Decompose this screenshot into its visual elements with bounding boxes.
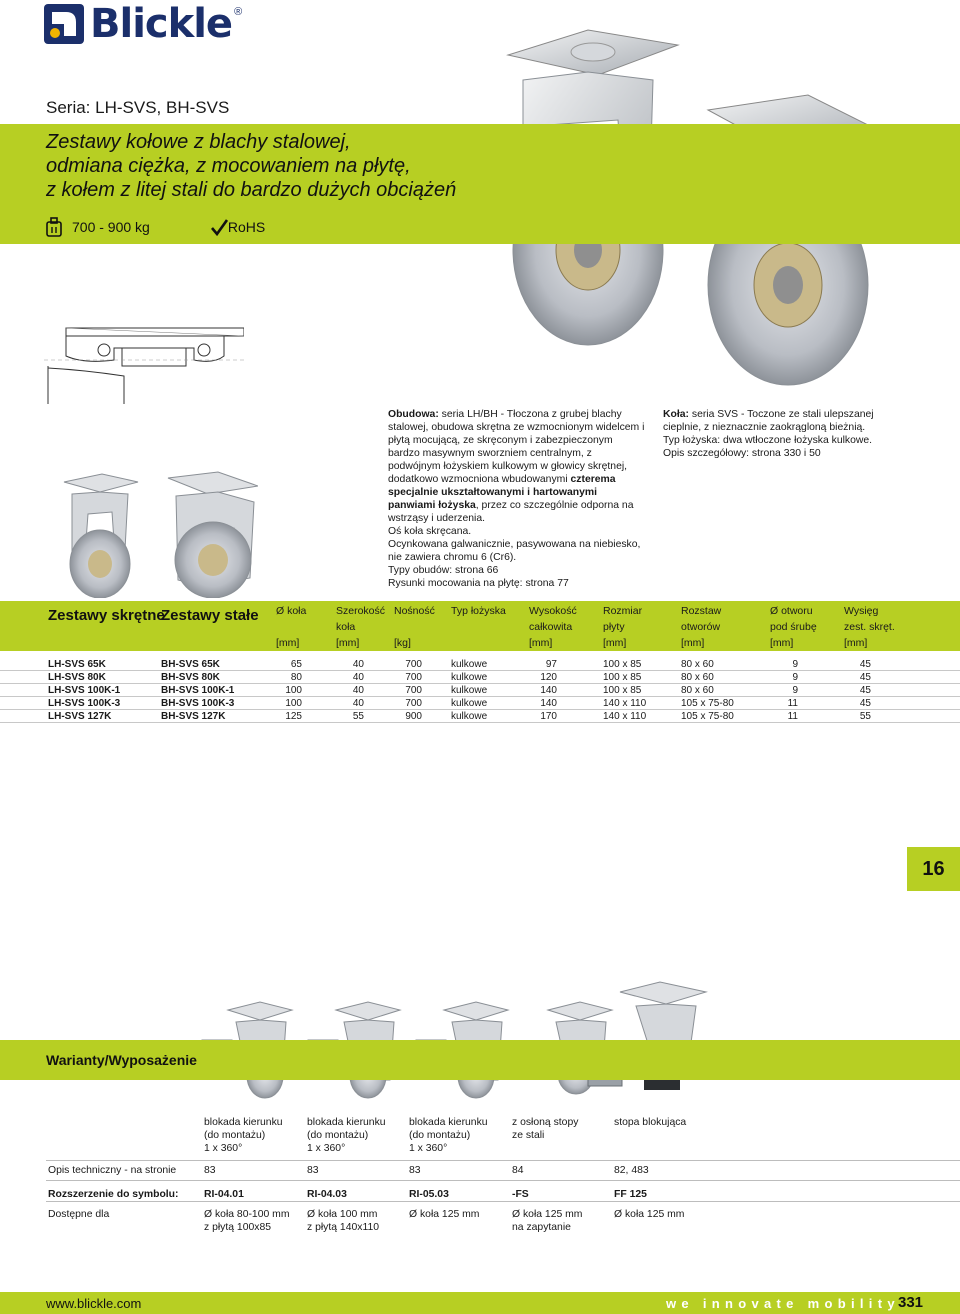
variant-page: 82, 483 — [614, 1165, 649, 1176]
table-cell: 100 x 85 — [603, 685, 642, 696]
housing-text-end: , przez co szczególnie odporna na wstrząsy i uderzenia. — [388, 500, 634, 524]
table-cell: BH-SVS 127K — [161, 711, 226, 722]
table-cell: 40 — [352, 659, 364, 670]
table-cell: 97 — [545, 659, 557, 670]
table-cell: 80 x 60 — [681, 685, 714, 696]
variants-title: Warianty/Wyposażenie — [46, 1052, 197, 1068]
variant-availability: Ø koła 125 mm — [409, 1209, 480, 1220]
table-cell: 55 — [352, 711, 364, 722]
series-title: Seria: LH-SVS, BH-SVS — [46, 98, 230, 117]
footer-slogan: we innovate mobility — [666, 1296, 900, 1311]
table-cell: kulkowe — [451, 659, 488, 670]
axle-text: Oś koła skręcana. — [388, 526, 472, 537]
variant-suffix: RI-04.03 — [307, 1189, 347, 1200]
divider — [46, 1201, 960, 1202]
table-cell: LH-SVS 100K-1 — [48, 685, 121, 696]
detail-link: Opis szczegółowy: strona 330 i 50 — [663, 448, 821, 459]
table-cell: LH-SVS 80K — [48, 672, 106, 683]
table-cell: 45 — [859, 698, 871, 709]
table-cell: 105 x 75-80 — [681, 711, 734, 722]
main-title — [46, 130, 506, 202]
table-header-label: [kg] — [394, 637, 411, 649]
variant-availability: Ø koła 80-100 mm z płytą 100x85 — [204, 1209, 290, 1233]
table-cell: 700 — [405, 685, 422, 696]
table-row — [0, 710, 960, 723]
table-cell: 140 x 110 — [603, 698, 647, 709]
wheel-text: seria SVS - Toczone ze stali ulepszanej cieplnie, z nieznacznie zaokrągloną bieżnią. — [663, 409, 874, 433]
table-cell: kulkowe — [451, 672, 488, 683]
table-cell: kulkowe — [451, 685, 488, 696]
weight-icon — [46, 217, 62, 237]
footer-url[interactable]: www.blickle.com — [46, 1296, 142, 1311]
table-header-label: [mm] — [770, 637, 794, 649]
row-label-suffix: Rozszerzenie do symbolu: — [48, 1189, 179, 1200]
table-header-label: otworów — [681, 621, 721, 633]
variant-name: z osłoną stopy ze stali — [512, 1117, 579, 1141]
group-fixed-heading: Zestawy stałe — [161, 607, 259, 624]
table-cell: 105 x 75-80 — [681, 698, 734, 709]
divider — [46, 1160, 960, 1161]
table-cell: 9 — [792, 672, 798, 683]
variant-suffix: FF 125 — [614, 1189, 647, 1200]
table-cell: BH-SVS 100K-1 — [161, 685, 235, 696]
description-housing — [388, 408, 646, 590]
table-header-label: [mm] — [276, 637, 300, 649]
table-header-label: [mm] — [336, 637, 360, 649]
brand-logo — [44, 2, 242, 46]
housing-paragraph — [388, 408, 646, 525]
divider — [46, 1180, 960, 1181]
table-cell: 45 — [859, 672, 871, 683]
rohs-text: RoHS — [227, 219, 266, 235]
table-cell: 11 — [787, 698, 798, 709]
table-cell: 140 — [540, 685, 557, 696]
technical-drawing — [44, 326, 244, 406]
variant-suffix: RI-04.01 — [204, 1189, 244, 1200]
table-header-label: Ø koła — [276, 605, 307, 617]
table-header-label: Typ łożyska — [451, 605, 506, 617]
table-cell: 55 — [859, 711, 871, 722]
table-cell: BH-SVS 80K — [161, 672, 220, 683]
table-cell: LH-SVS 65K — [48, 659, 106, 670]
table-header-label: [mm] — [603, 637, 627, 649]
variant-name: blokada kierunku (do montażu) 1 x 360° — [307, 1117, 386, 1154]
check-icon — [210, 218, 228, 236]
table-row — [0, 697, 960, 710]
table-cell: 170 — [540, 711, 557, 722]
table-header-label: Szerokość — [336, 605, 386, 617]
variant-name: blokada kierunku (do montażu) 1 x 360° — [204, 1117, 283, 1154]
variant-name: blokada kierunku (do montażu) 1 x 360° — [409, 1117, 488, 1154]
table-cell: 120 — [540, 672, 557, 683]
title-line: Zestawy kołowe z blachy stalowej, — [46, 131, 351, 153]
table-header-label: Ø otworu — [770, 605, 813, 617]
table-cell: 80 — [290, 672, 302, 683]
table-cell: 80 x 60 — [681, 659, 714, 670]
wheel-paragraph — [663, 408, 913, 434]
table-cell: BH-SVS 100K-3 — [161, 698, 235, 709]
variant-page: 83 — [409, 1165, 421, 1176]
table-header-label: Rozmiar — [603, 605, 643, 617]
table-row — [0, 671, 960, 684]
table-cell: 9 — [792, 685, 798, 696]
table-header-label: [mm] — [529, 637, 553, 649]
table-cell: kulkowe — [451, 698, 488, 709]
table-header-label: koła — [336, 621, 356, 633]
table-cell: 11 — [787, 711, 798, 722]
housing-label: Obudowa: — [388, 409, 439, 420]
blickle-logo-mark-icon — [44, 4, 84, 44]
variant-suffix: -FS — [512, 1189, 529, 1200]
housing-types-link: Typy obudów: strona 66 — [388, 565, 499, 576]
table-cell: kulkowe — [451, 711, 488, 722]
group-swivel-heading: Zestawy skrętne — [48, 607, 165, 624]
table-header-label: zest. skręt. — [844, 621, 895, 633]
variant-name: stopa blokująca — [614, 1117, 687, 1128]
table-cell: 125 — [285, 711, 302, 722]
row-label-available: Dostępne dla — [48, 1209, 110, 1220]
table-cell: 40 — [352, 685, 364, 696]
table-cell: 140 x 110 — [603, 711, 647, 722]
table-cell: 45 — [859, 659, 871, 670]
table-header-label: [mm] — [844, 637, 868, 649]
title-line: z kołem z litej stali do bardzo dużych obciążeń — [46, 179, 457, 201]
mount-drawings-link: Rysunki mocowania na płytę: strona 77 — [388, 578, 569, 589]
table-header-label: Nośność — [394, 605, 435, 617]
variant-availability: Ø koła 100 mm z płytą 140x110 — [307, 1209, 380, 1233]
table-cell: 100 — [285, 685, 302, 696]
page-number: 331 — [898, 1294, 924, 1311]
variant-page: 83 — [204, 1165, 216, 1176]
table-cell: 700 — [405, 659, 422, 670]
table-header-label: [mm] — [681, 637, 705, 649]
product-photo-small — [58, 468, 258, 598]
housing-bold-text: czterema specjalnie ukształtowanymi i hartowanymi panwiami łożyska — [388, 474, 616, 511]
table-row — [0, 684, 960, 697]
table-cell: 40 — [352, 698, 364, 709]
table-cell: 900 — [405, 711, 422, 722]
table-header-label: Wysokość — [529, 605, 577, 617]
table-cell: 700 — [405, 672, 422, 683]
wheel-label: Koła: — [663, 409, 689, 420]
row-label-page: Opis techniczny - na stronie — [48, 1165, 177, 1176]
bearing-text: Typ łożyska: dwa wtłoczone łożyska kulkowe. — [663, 435, 873, 446]
table-header-label: całkowita — [529, 621, 573, 633]
table-cell: 100 x 85 — [603, 672, 642, 683]
table-header-label: Wysięg — [844, 605, 879, 617]
rohs-badge — [210, 218, 265, 236]
table-cell: 65 — [290, 659, 302, 670]
variant-page: 83 — [307, 1165, 319, 1176]
table-cell: 100 — [285, 698, 302, 709]
load-rating-text: 700 - 900 kg — [72, 219, 150, 235]
table-cell: 9 — [792, 659, 798, 670]
load-rating-row — [46, 217, 265, 237]
description-wheel — [663, 408, 913, 460]
variant-availability: Ø koła 125 mm na zapytanie — [512, 1209, 583, 1233]
table-cell: LH-SVS 127K — [48, 711, 112, 722]
table-cell: LH-SVS 100K-3 — [48, 698, 121, 709]
table-row — [0, 658, 960, 671]
table-cell: 700 — [405, 698, 422, 709]
variant-page: 84 — [512, 1165, 524, 1176]
brand-name: Blickle — [90, 1, 233, 47]
title-line: odmiana ciężka, z mocowaniem na płytę, — [46, 155, 411, 177]
table-cell: 140 — [540, 698, 557, 709]
table-cell: 80 x 60 — [681, 672, 714, 683]
table-header-label: Rozstaw — [681, 605, 722, 617]
coating-text: Ocynkowana galwanicznie, pasywowana na niebiesko, nie zawiera chromu 6 (Cr6). — [388, 539, 641, 563]
variant-suffix: RI-05.03 — [409, 1189, 449, 1200]
table-cell: BH-SVS 65K — [161, 659, 220, 670]
housing-text: seria LH/BH - Tłoczona z grubej blachy stalowej, obudowa skrętna ze wzmocnionym widelcem i płytą mocującą, ze skręconym i zabezpieczonym bardzo masywnym sworzniem centralnym, z podwójnym łożyskiem kulkowym w głowicy skrętnej, dodatkowo wzmocniona wbudowanymi — [388, 409, 645, 485]
table-header-label: płyty — [603, 621, 625, 633]
section-tab: 16 — [907, 847, 960, 891]
brand-registered: ® — [234, 6, 243, 18]
table-header-label: pod śrubę — [770, 621, 817, 633]
variant-availability: Ø koła 125 mm — [614, 1209, 685, 1220]
table-cell: 40 — [352, 672, 364, 683]
table-cell: 45 — [859, 685, 871, 696]
table-cell: 100 x 85 — [603, 659, 642, 670]
